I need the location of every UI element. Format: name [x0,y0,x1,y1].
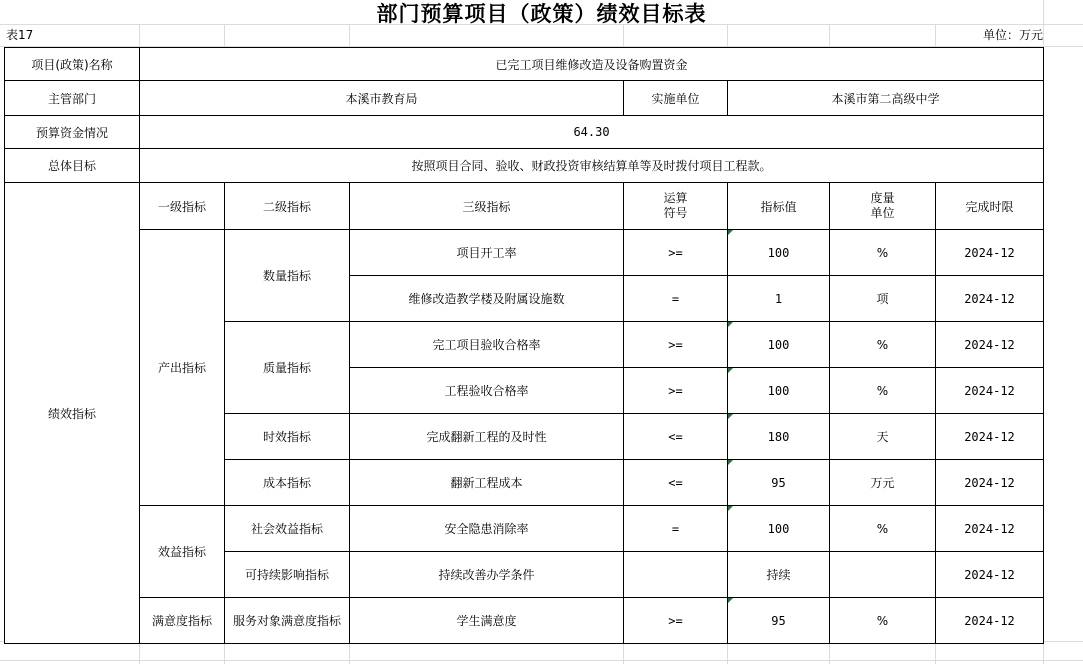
operator-cell[interactable]: <= [624,460,728,506]
department-value[interactable]: 本溪市教育局 [140,81,624,116]
level2-quantity[interactable]: 数量指标 [225,230,350,322]
deadline-cell[interactable]: 2024-12 [936,598,1044,644]
budget-row [5,116,1044,149]
implementer-value[interactable]: 本溪市第二高级中学 [728,81,1044,116]
table-row [5,506,1044,552]
budget-label[interactable]: 预算资金情况 [5,116,140,149]
level3-cell[interactable]: 项目开工率 [350,230,624,276]
header-unit[interactable] [830,183,936,230]
perf-indicator-label[interactable]: 绩效指标 [5,183,140,644]
deadline-cell[interactable]: 2024-12 [936,552,1044,598]
unit-label: 单位：万元 [982,28,1043,42]
deadline-cell[interactable]: 2024-12 [936,414,1044,460]
header-unit-text: 度量 单位 [870,191,895,220]
level2-social[interactable]: 社会效益指标 [225,506,350,552]
goal-value[interactable]: 按照项目合同、验收、财政投资审核结算单等及时拨付项目工程款。 [140,149,1044,183]
deadline-cell[interactable]: 2024-12 [936,368,1044,414]
operator-cell[interactable]: >= [624,322,728,368]
level2-quality[interactable]: 质量指标 [225,322,350,414]
unit-cell[interactable] [830,552,936,598]
operator-cell[interactable]: <= [624,414,728,460]
operator-cell[interactable]: >= [624,598,728,644]
unit-cell[interactable]: 万元 [830,460,936,506]
table-row [5,598,1044,644]
level3-cell[interactable]: 持续改善办学条件 [350,552,624,598]
department-label[interactable]: 主管部门 [5,81,140,116]
unit-cell[interactable]: 天 [830,414,936,460]
value-cell[interactable]: 100 [728,506,830,552]
goal-row [5,149,1044,183]
budget-value[interactable]: 64.30 [140,116,1044,149]
level3-cell[interactable]: 工程验收合格率 [350,368,624,414]
header-row [5,183,1044,230]
level2-cost[interactable]: 成本指标 [225,460,350,506]
performance-target-table [4,47,1044,644]
level2-timeliness[interactable]: 时效指标 [225,414,350,460]
header-operator-text: 运算 符号 [663,191,688,220]
department-row [5,81,1044,116]
operator-cell[interactable]: = [624,506,728,552]
level3-cell[interactable]: 学生满意度 [350,598,624,644]
deadline-cell[interactable]: 2024-12 [936,460,1044,506]
level1-satisfaction[interactable]: 满意度指标 [140,598,225,644]
project-name-value[interactable]: 已完工项目维修改造及设备购置资金 [140,48,1044,81]
level1-benefit[interactable]: 效益指标 [140,506,225,598]
unit-cell[interactable]: 项 [830,276,936,322]
goal-label[interactable]: 总体目标 [5,149,140,183]
unit-cell[interactable]: % [830,368,936,414]
deadline-cell[interactable]: 2024-12 [936,322,1044,368]
value-cell[interactable]: 100 [728,322,830,368]
project-name-row [5,48,1044,81]
value-cell[interactable]: 1 [728,276,830,322]
header-deadline[interactable]: 完成时限 [936,183,1044,230]
level3-cell[interactable]: 完工项目验收合格率 [350,322,624,368]
header-level2[interactable]: 二级指标 [225,183,350,230]
level1-output[interactable]: 产出指标 [140,230,225,506]
value-cell[interactable]: 95 [728,598,830,644]
header-level1[interactable]: 一级指标 [140,183,225,230]
unit-cell[interactable]: % [830,230,936,276]
value-cell[interactable]: 180 [728,414,830,460]
unit-cell[interactable]: % [830,598,936,644]
level2-sustainable[interactable]: 可持续影响指标 [225,552,350,598]
value-cell[interactable]: 持续 [728,552,830,598]
page-title: 部门预算项目（政策）绩效目标表 [376,1,707,26]
level3-cell[interactable]: 维修改造教学楼及附属设施数 [350,276,624,322]
value-cell[interactable]: 100 [728,368,830,414]
operator-cell[interactable]: = [624,276,728,322]
unit-cell[interactable]: % [830,506,936,552]
value-cell[interactable]: 95 [728,460,830,506]
operator-cell[interactable]: >= [624,230,728,276]
project-name-label[interactable]: 项目(政策)名称 [5,48,140,81]
operator-cell[interactable] [624,552,728,598]
level3-cell[interactable]: 翻新工程成本 [350,460,624,506]
level3-cell[interactable]: 安全隐患消除率 [350,506,624,552]
table-row [5,230,1044,276]
implementer-label[interactable]: 实施单位 [624,81,728,116]
unit-cell[interactable]: % [830,322,936,368]
value-cell[interactable]: 100 [728,230,830,276]
table-number: 表17 [6,28,34,42]
deadline-cell[interactable]: 2024-12 [936,506,1044,552]
header-level3[interactable]: 三级指标 [350,183,624,230]
deadline-cell[interactable]: 2024-12 [936,230,1044,276]
header-value[interactable]: 指标值 [728,183,830,230]
operator-cell[interactable]: >= [624,368,728,414]
level3-cell[interactable]: 完成翻新工程的及时性 [350,414,624,460]
header-operator[interactable] [624,183,728,230]
level2-service-satisfaction[interactable]: 服务对象满意度指标 [225,598,350,644]
deadline-cell[interactable]: 2024-12 [936,276,1044,322]
